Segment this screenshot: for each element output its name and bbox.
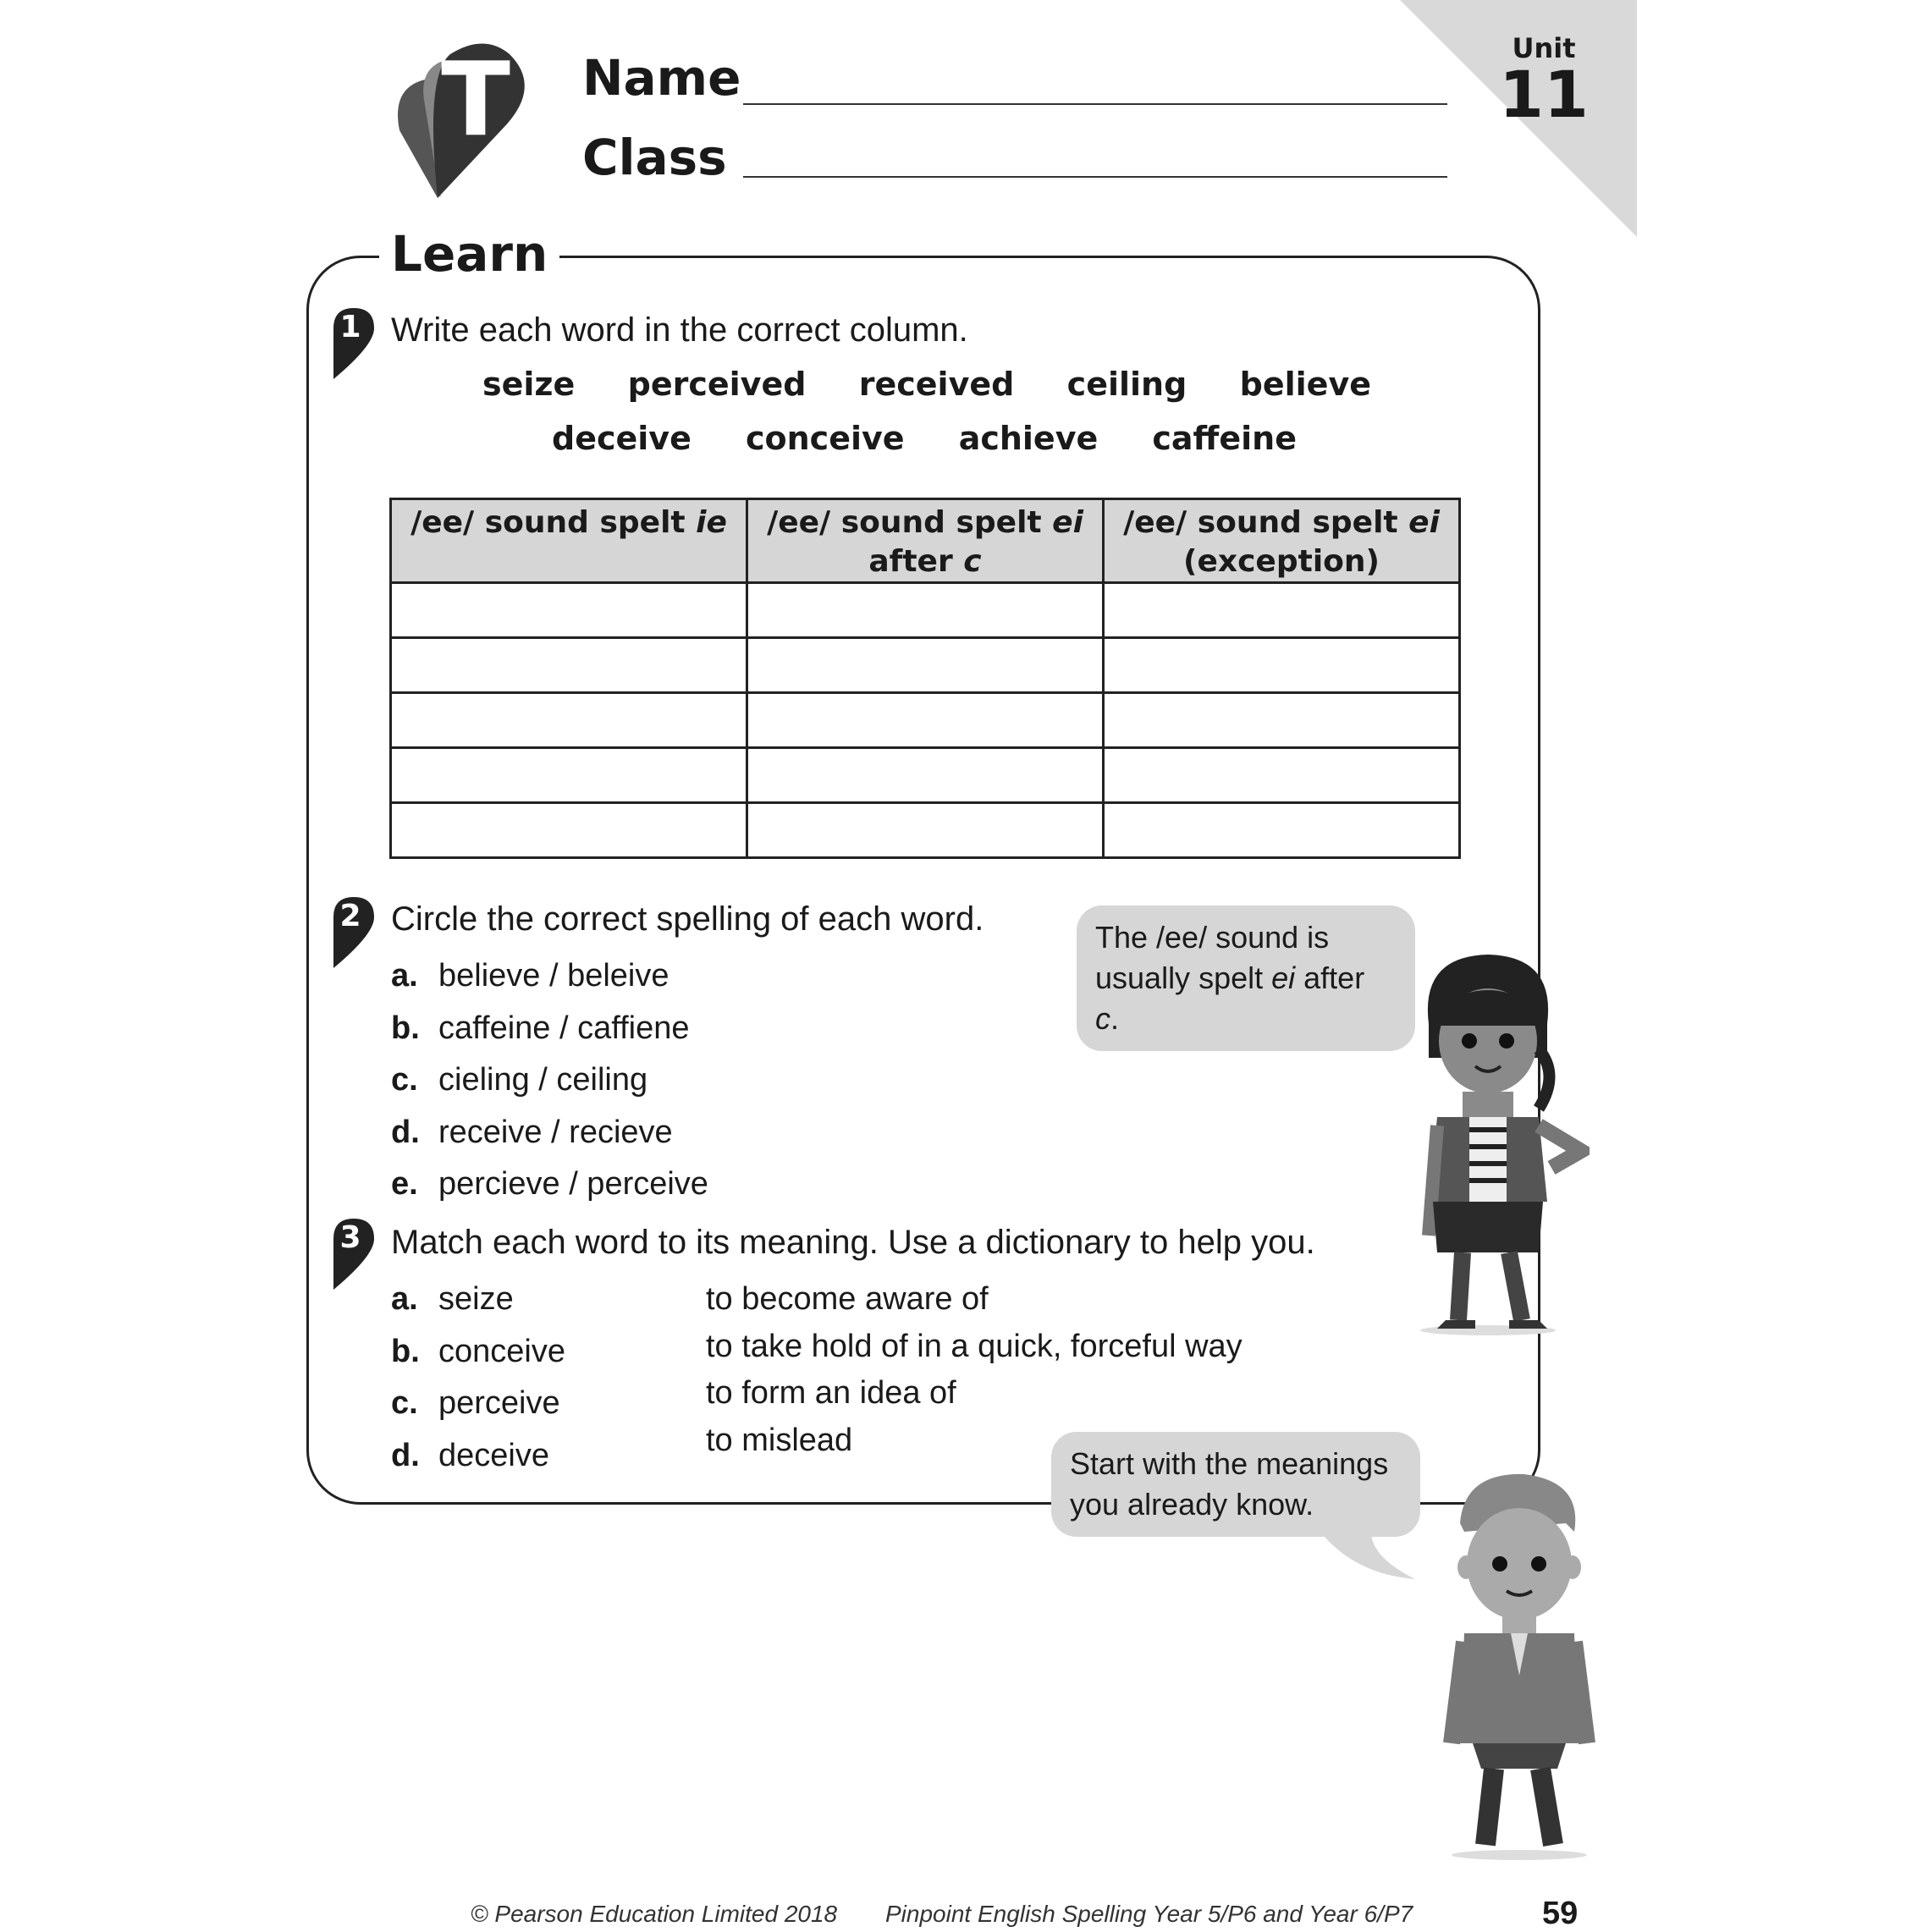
list-item: d. receive / recieve [391,1114,673,1150]
unit-number: 11 [1499,57,1589,132]
list-item: a. seize [391,1281,514,1317]
list-item: c. cieling / ceiling [391,1062,648,1098]
word-bank-item: perceived [627,366,807,403]
table-row [391,638,1460,693]
column-header-ei-exception: /ee/ sound spelt ei (exception) [1104,499,1460,583]
list-item: e. percieve / perceive [391,1166,708,1202]
girl-speech-bubble: The /ee/ sound is usually spelt ei after c. [1077,905,1415,1051]
learn-title: Learn [379,225,559,283]
match-meaning[interactable]: to mislead [706,1422,853,1458]
unit-label: Unit [1512,32,1576,64]
question-3-marker: 3 [330,1219,376,1286]
class-line[interactable] [743,176,1447,178]
answer-cell[interactable] [391,803,747,858]
answer-cell[interactable] [747,693,1104,748]
answer-cell[interactable] [391,638,747,693]
answer-cell[interactable] [391,583,747,638]
answer-cell[interactable] [747,803,1104,858]
answer-cell[interactable] [391,748,747,803]
list-item: a. believe / beleive [391,958,669,994]
match-meaning[interactable]: to form an idea of [706,1375,956,1411]
svg-text:T: T [441,41,510,159]
word-bank-item: received [858,366,1015,403]
column-header-ei-after-c: /ee/ sound spelt ei after c [747,499,1104,583]
answer-cell[interactable] [1104,583,1460,638]
spelling-option[interactable]: caffeine / caffiene [438,1010,690,1046]
answer-cell[interactable] [1104,693,1460,748]
list-item: c. perceive [391,1385,560,1421]
question-3-instruction: Match each word to its meaning. Use a dictionary to help you. [391,1224,1315,1261]
list-item: d. deceive [391,1437,549,1473]
answer-cell[interactable] [747,638,1104,693]
answer-cell[interactable] [747,583,1104,638]
table-row [391,693,1460,748]
question-2-instruction: Circle the correct spelling of each word. [391,900,984,938]
word-bank-item: ceiling [1066,366,1187,403]
word-bank-item: caffeine [1152,420,1297,457]
girl-illustration [1412,948,1590,1337]
word-bank-item: achieve [958,420,1099,457]
table-row [391,583,1460,638]
spelling-option[interactable]: percieve / perceive [438,1166,708,1202]
match-meaning[interactable]: to take hold of in a quick, forceful way [706,1328,1243,1364]
spelling-options-list [391,953,708,1214]
answer-cell[interactable] [747,748,1104,803]
match-meaning[interactable]: to become aware of [706,1281,989,1317]
name-line[interactable] [743,103,1447,105]
sorting-table [389,498,1461,859]
column-header-ie: /ee/ sound spelt ie [391,499,747,583]
question-1-instruction: Write each word in the correct column. [391,311,968,349]
match-word[interactable]: seize [438,1281,514,1317]
name-label: Name [582,49,741,107]
spelling-option[interactable]: cieling / ceiling [438,1062,648,1098]
match-word[interactable]: conceive [438,1333,565,1369]
boy-illustration [1439,1464,1600,1862]
question-2-marker: 2 [330,897,376,965]
list-item: b. conceive [391,1333,565,1369]
match-word[interactable]: deceive [438,1437,549,1473]
copyright: © Pearson Education Limited 2018 [471,1901,838,1927]
answer-cell[interactable] [1104,638,1460,693]
word-bank-item: deceive [552,420,692,457]
word-bank-row-1 [482,366,1371,403]
word-bank-item: believe [1239,366,1371,403]
class-label: Class [582,129,727,186]
table-row [391,748,1460,803]
match-word[interactable]: perceive [438,1385,560,1421]
page-number: 59 [1542,1896,1579,1931]
spelling-option[interactable]: believe / beleive [438,958,669,994]
boy-bubble-tail [1320,1532,1422,1582]
girl-bubble-tail [1337,999,1397,1049]
answer-cell[interactable] [1104,748,1460,803]
boy-speech-bubble: Start with the meanings you already know. [1051,1432,1420,1537]
match-words-list [391,1276,565,1484]
t-logo [391,37,543,198]
word-bank-item: conceive [745,420,905,457]
spelling-option[interactable]: receive / recieve [438,1114,673,1150]
question-1-marker: 1 [330,308,376,376]
word-bank-item: seize [482,366,576,403]
word-bank-row-2 [552,420,1297,457]
answer-cell[interactable] [391,693,747,748]
table-row [391,803,1460,858]
answer-cell[interactable] [1104,803,1460,858]
book-title: Pinpoint English Spelling Year 5/P6 and Year 6/P7 [885,1901,1413,1927]
list-item: b. caffeine / caffiene [391,1010,690,1046]
table-header-row [391,499,1460,583]
